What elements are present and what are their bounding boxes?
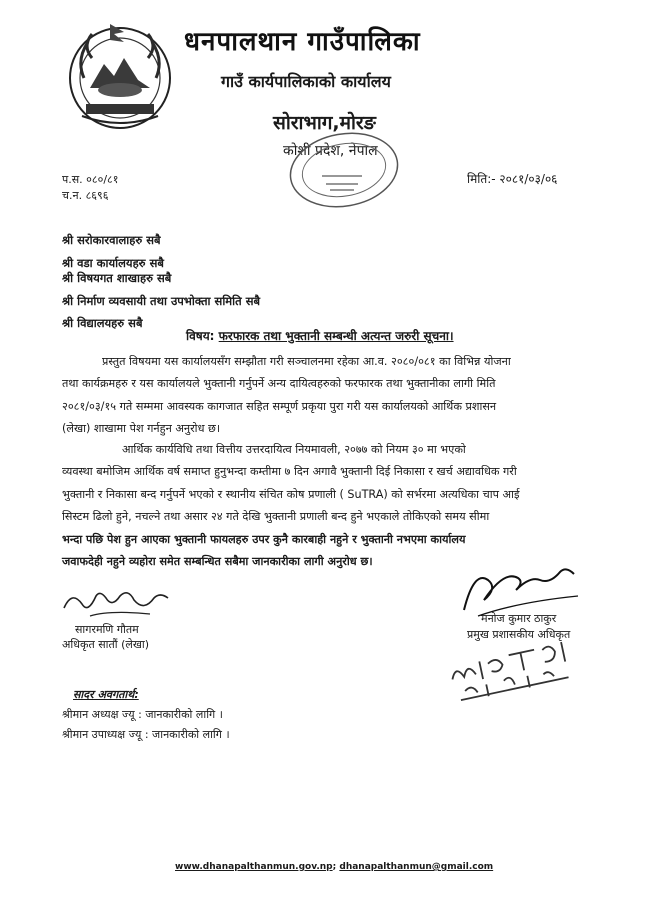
letter-date: मिति:- २०८१/०३/०६ (467, 172, 558, 186)
body-paragraph-2 (62, 439, 588, 573)
copy-to-heading: सादर अवगतार्थ: (73, 688, 139, 701)
municipality-emblem (62, 18, 178, 134)
right-signatory-name: मनोज कुमार ठाकुर (481, 612, 557, 625)
body-line: सिस्टम ढिलो हुने, नचल्ने तथा असार २४ गते देखि भुक्तानी प्रणाली बन्द हुने भएकाले तोकिएको समय सीमा (62, 510, 490, 524)
body-line: आर्थिक कार्यविधि तथा वित्तीय उत्तरदायित्व नियमावली, २०७७ को नियम ३० मा भएको (122, 443, 466, 456)
body-line: (लेखा) शाखामा पेश गर्नहुन अनुरोध छ। (62, 422, 221, 436)
left-signatory-name: सागरमणि गौतम (75, 623, 139, 636)
subject-prefix: विषय: (186, 329, 215, 343)
recipient-line: श्री वडा कार्यालयहरु सबै (62, 256, 164, 270)
office-location: सोराभाग,मोरङ (273, 112, 376, 134)
office-stamp (282, 128, 402, 212)
left-signature (60, 588, 180, 622)
body-line: प्रस्तुत विषयमा यस कार्यालयसँग सम्झौता गरी सञ्चालनमा रहेका आ.व. २०८०/०८१ का विभिन्न योजना (102, 355, 511, 368)
body-line: व्यवस्था बमोजिम आर्थिक वर्ष समाप्त हुनुभन्दा कम्तीमा ७ दिन अगावै भुक्तानी दिई निकासा र खर्च अद्यावधिक गरी (62, 465, 517, 479)
recipient-line: श्री निर्माण व्यवसायी तथा उपभोक्ता समिति सबै (62, 294, 261, 308)
body-line: २०८१/०३/१५ गते सम्ममा आवस्यक कागजात सहित सम्पूर्ण प्रकृया पुरा गरी यस कार्यालयको आर्थिक प्रशासन (62, 399, 497, 413)
right-signatory-designation: प्रमुख प्रशासकीय अधिकृत (467, 628, 571, 641)
email-link[interactable]: dhanapalthanmun@gmail.com (339, 862, 494, 872)
left-signatory-designation: अधिकृत सातौं (लेखा) (62, 638, 150, 651)
subject-text: फरफारक तथा भुक्तानी सम्बन्धी अत्यन्त जरुरी सूचना। (218, 329, 454, 343)
municipality-title: धनपालथान गाउँपालिका (184, 27, 421, 57)
footer-contact (175, 862, 493, 872)
province-country: कोशी प्रदेश, नेपाल (283, 143, 378, 159)
body-paragraph-1 (62, 351, 588, 441)
footer-separator: ; (332, 862, 337, 872)
body-line: भन्दा पछि पेश हुन आएका भुक्तानी फायलहरु उपर कुनै कारबाही नहुने र भुक्तानी नभएमा कार्यालय (62, 532, 466, 546)
office-name: गाउँ कार्यपालिकाको कार्यालय (221, 72, 391, 91)
letter-number: प.स. ०८०/८१ (62, 173, 119, 186)
name-stamp (440, 614, 590, 708)
body-line: जवाफदेही नहुने व्यहोरा समेत सम्बन्धित सबैमा जानकारीका लागी अनुरोध छ। (62, 555, 373, 569)
recipient-line: श्री सरोकारवालाहरु सबै (62, 233, 161, 247)
recipient-line: श्री विषयगत शाखाहरु सबै (62, 271, 172, 285)
body-line: तथा कार्यक्रमहरु र यस कार्यालयले भुक्तानी गर्नुपर्ने अन्य दायित्वहरुको फरफारक तथा भुक्तानीका लागी मिति (62, 377, 496, 391)
dispatch-number: च.न. ८६९६ (62, 189, 109, 202)
body-line: भुक्तानी र निकासा बन्द गर्नुपर्ने भएको र स्थानीय संचित कोष प्रणाली ( SuTRA) को सर्भरमा अत्यधिका चाप आई (62, 487, 520, 501)
copy-to-item: श्रीमान उपाध्यक्ष ज्यू : जानकारीको लागि । (62, 728, 230, 741)
website-link[interactable]: www.dhanapalthanmun.gov.np (175, 862, 333, 872)
copy-to-item: श्रीमान अध्यक्ष ज्यू : जानकारीको लागि । (62, 708, 223, 721)
recipient-line: श्री विद्यालयहरु सबै (62, 316, 143, 330)
subject-line (186, 327, 454, 344)
